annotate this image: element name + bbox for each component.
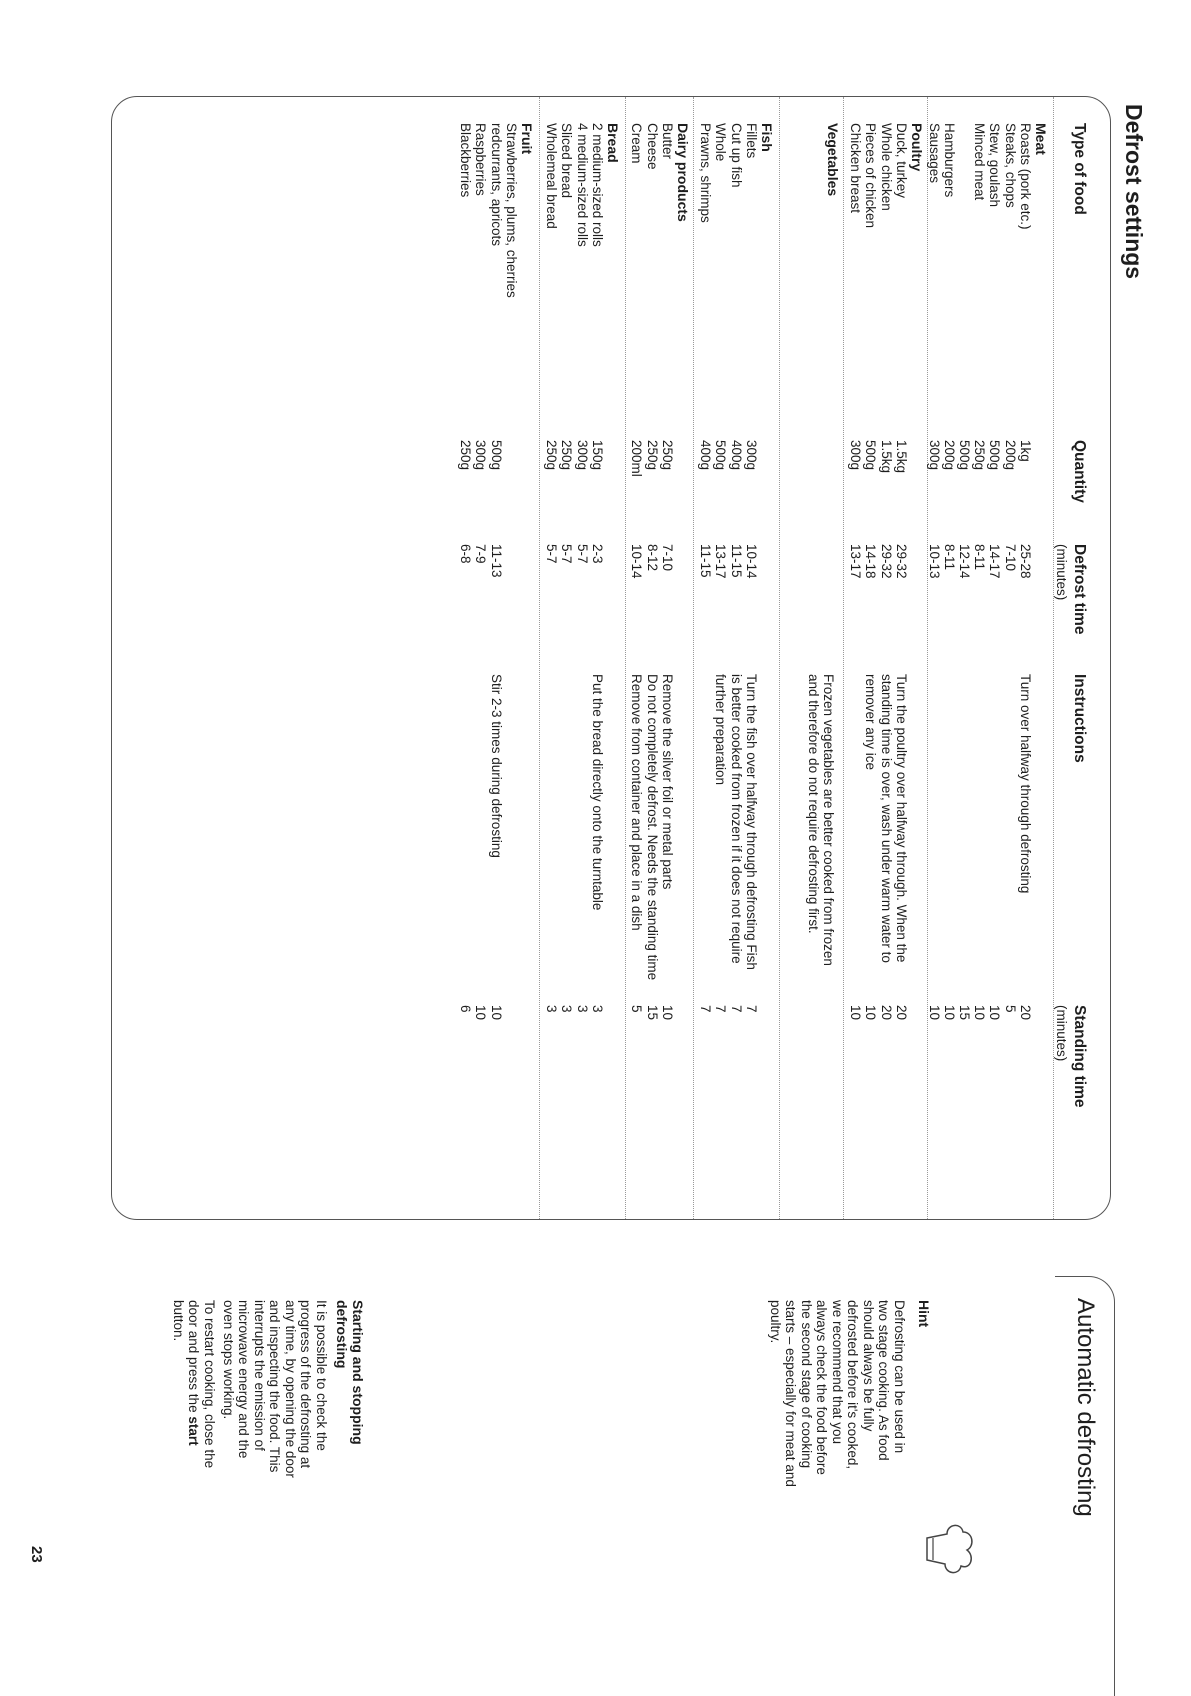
table-row: 4 medium-sized rolls 300g 5-7 3 [574, 123, 590, 1013]
header-defrost-time: Defrost time (minutes) [1054, 544, 1088, 635]
table-row: Stew, goulash 500g 14-17 10 [987, 123, 1003, 1021]
group-title: Meat [1033, 123, 1049, 155]
page-number: 23 [28, 1546, 45, 1563]
group-vegetables [779, 97, 840, 1219]
group-bread [539, 97, 620, 1219]
vegetables-instructions: Frozen vegetables are better cooked from frozen and therefore do not require defrosting first. [805, 674, 836, 966]
table-row: Cheese 250g 8-12 Do not completely defrost. Needs the standing time 15 [644, 123, 660, 1021]
chef-hat-icon [921, 1520, 977, 1578]
group-title: Bread [605, 123, 621, 163]
table-row: Whole 500g 13-17 7 [713, 123, 729, 1013]
group-fish [693, 97, 774, 1219]
table-row: Pieces of chicken 500g 14-18 10 [863, 123, 879, 1021]
table-row: redcurrants, apricots 500g 11-13 10 [488, 123, 504, 1021]
table-row: 2 medium-sized rolls 150g 2-3 3 [589, 123, 605, 1013]
header-quantity: Quantity [1071, 440, 1088, 503]
hint-heading: Hint [916, 1300, 932, 1328]
bread-instructions: Put the bread directly onto the turntable [589, 674, 605, 911]
table-row: Blackberries 250g 6-8 6 [458, 123, 474, 1013]
table-row: Whole chicken 1.5kg 29-32 20 [878, 123, 894, 1021]
table-row: Duck, turkey 1.5kg 29-32 20 [893, 123, 909, 1021]
header-standing-time: Standing time (minutes) [1054, 1005, 1088, 1108]
group-title: Dairy products [675, 123, 691, 222]
group-title: Vegetables [825, 123, 841, 197]
start-keyword: start [186, 1416, 202, 1446]
fruit-instructions: Stir 2-3 times during defrosting [488, 674, 504, 858]
table-row: 500g 12-14 15 [957, 440, 972, 1021]
table-row: Sausages 300g 10-13 10 [926, 123, 942, 1021]
group-title: Fish [759, 123, 775, 152]
table-row: Hamburgers 200g 8-11 10 [941, 123, 957, 1021]
poultry-instructions: Turn the poultry over halfway through. When the standing time is over, wash under warm water to remover any ice [863, 674, 909, 963]
table-row: Wholemeal bread 250g 5-7 3 [544, 123, 560, 1013]
group-meat [927, 97, 1048, 1219]
group-title: Fruit [519, 123, 535, 155]
group-poultry [843, 97, 924, 1219]
table-row: Cut up fish 400g 11-15 7 [728, 123, 744, 1013]
table-row: Chicken breast 300g 13-17 10 [848, 123, 864, 1021]
defrost-settings-table [111, 96, 1111, 1220]
table-row: Prawns, shrimps 400g 11-15 7 [698, 123, 714, 1013]
group-fruit [452, 97, 534, 1219]
section-title: Automatic defrosting [1072, 1298, 1099, 1517]
table-row: Strawberries, plums, cherries [503, 123, 519, 298]
table-row: Minced meat 250g 8-11 10 [972, 123, 988, 1021]
page-title: Defrost settings [1121, 104, 1147, 280]
document-page: Defrost settings Type of food Quantity Defrost time (minutes) Instructions Standing time (minutes) Meat Roasts (pork etc.) 1kg 25-28 20 Steaks, chops 200g 7-10 5 Stew, goulash 500g 14-17 10 Minced meat 250g 8-11 10 500g 12-14 15 Hamburgers 200g 8-11 10 Sausages 300g 10-13 10 Turn over halfway through defrosting Poultry Duck, turkey 1.5kg 29-32 20 Whole chicken 1.5kg 29-32 20 Pieces of chicken 500g 14-18 10 Chicken breast 300g 13-17 10 Turn the poultry over halfway through. When the standing time is over, wash under warm water to remover any ice Vegetables Frozen vegetables are better cooked from frozen and therefore do not require defrosting first. Fish Fillets 300g 10-14 7 Cut up fish 400g 11-15 7 Whole 500g 13-17 7 Prawns, shrimps 400g 11-15 7 Turn the fish over halfway through defrosting Fish is better cooked from frozen if it does not require further preparation Dairy products Butter 250g 7-10 Remove the silver foil or metal parts 10 Cheese 250g 8-12 Do not completely defrost. Needs the standing time 15 Cream 200ml 10-14 Remove from container and place in a dish 5 Bread 2 medium-sized rolls 150g 2-3 3 4 medium-sized rolls 300g 5-7 3 Sliced bread 250g 5-7 3 Wholemeal bread 250g 5-7 3 Put the bread directly onto the turntable Fruit Strawberries, plums, cherries redcurrants, apricots 500g 11-13 10 Raspberries 300g 7-9 10 Blackberries 250g 6-8 6 Stir 2-3 times during defrosting Automatic defrosting Hint Defrosting can be used in two stage cooking. As food should always be fully defrosted before it's cooked, we recommend that you always check the food before the second stage of cooking starts – especially for meat and poultry. Starting and stopping defrosting It is possible to check the progress of the defrosting at any time, by opening the door and inspecting the food. This interrupts the emission of microwave energy and the oven stops working. To restart cooking, close the door and press the start button. 23 [0, 0, 1191, 1682]
table-header [1053, 97, 1110, 1219]
table-row: Raspberries 300g 7-9 10 [473, 123, 489, 1021]
starting-stopping-heading: Starting and stopping defrosting [334, 1300, 366, 1445]
header-type-of-food: Type of food [1071, 123, 1088, 215]
table-row: Butter 250g 7-10 Remove the silver foil or metal parts 10 [659, 123, 675, 1021]
table-row: Cream 200ml 10-14 Remove from container and place in a dish 5 [629, 123, 645, 1013]
table-row: Roasts (pork etc.) 1kg 25-28 20 [1017, 123, 1033, 1021]
group-title: Poultry [909, 123, 925, 172]
header-instructions: Instructions [1071, 674, 1088, 763]
table-row: Fillets 300g 10-14 7 [743, 123, 759, 1013]
meat-instructions: Turn over halfway through defrosting [1017, 674, 1033, 894]
table-row: Steaks, chops 200g 7-10 5 [1002, 123, 1018, 1013]
group-dairy-products [625, 97, 690, 1219]
fish-instructions: Turn the fish over halfway through defrosting Fish is better cooked from frozen if it does not require further preparation [713, 674, 759, 970]
table-row: Sliced bread 250g 5-7 3 [559, 123, 575, 1013]
